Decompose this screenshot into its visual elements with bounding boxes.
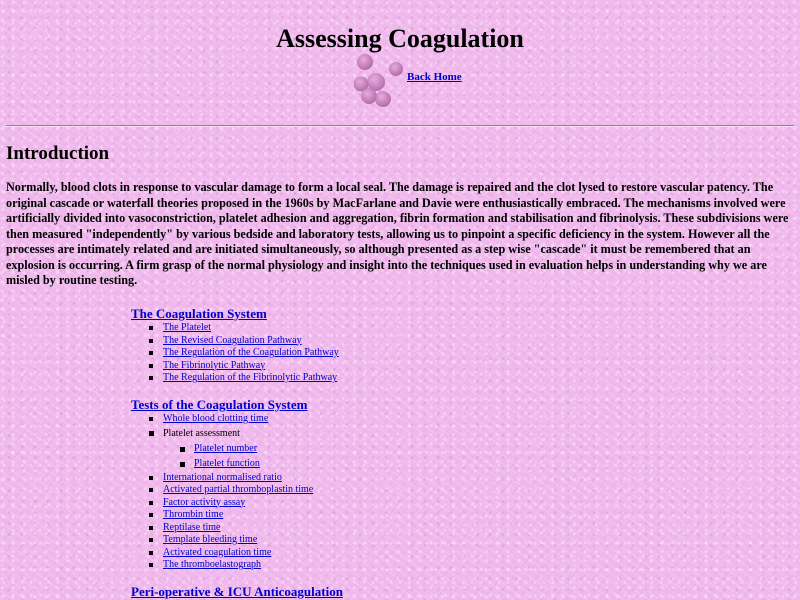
section-anticoagulation (131, 584, 343, 600)
list-item (131, 441, 313, 457)
coagulation-system-link[interactable]: The Coagulation System (131, 306, 267, 321)
page-title: Assessing Coagulation (276, 24, 524, 53)
bullet-icon (180, 462, 185, 467)
factor-activity-assay-link[interactable]: Factor activity assay (163, 496, 246, 508)
bullet-icon (149, 488, 153, 492)
bullet-icon (149, 563, 153, 567)
thromboelastograph-link[interactable]: The thromboelastograph (163, 559, 262, 570)
regulation-fibrinolytic-pathway-link[interactable]: The Regulation of the Fibrinolytic Pathway (163, 372, 338, 383)
bullet-icon (149, 501, 153, 505)
list-item (131, 497, 313, 510)
bullet-icon (180, 447, 185, 452)
list-item (131, 522, 313, 535)
anticoagulation-link[interactable]: Peri-operative & ICU Anticoagulation (131, 584, 343, 599)
list-item (131, 534, 313, 547)
list-item (131, 360, 339, 373)
list-item (131, 472, 313, 485)
fibrinolytic-pathway-link[interactable]: The Fibrinolytic Pathway (163, 359, 266, 371)
platelet-assessment-label: Platelet assessment (163, 427, 240, 439)
coagulation-system-list (131, 322, 339, 385)
tests-coagulation-system-link[interactable]: Tests of the Coagulation System (131, 397, 308, 412)
bullet-icon (149, 431, 154, 436)
introduction-heading: Introduction (6, 143, 110, 164)
list-item (131, 322, 339, 335)
bullet-icon (149, 417, 153, 421)
section-coagulation-system (131, 306, 339, 385)
bullet-icon (149, 513, 153, 517)
back-home-link[interactable]: Back Home (407, 71, 462, 83)
bullet-icon (149, 476, 153, 480)
list-item (131, 413, 313, 426)
thrombin-time-link[interactable]: Thrombin time (163, 509, 224, 520)
platelet-number-link[interactable]: Platelet number (194, 442, 258, 454)
platelet-link[interactable]: The Platelet (163, 322, 212, 333)
list-item (131, 456, 313, 472)
tests-list (131, 413, 313, 572)
activated-coagulation-time-link[interactable]: Activated coagulation time (163, 546, 272, 558)
regulation-coagulation-pathway-link[interactable]: The Regulation of the Coagulation Pathway (163, 347, 339, 358)
bullet-icon (149, 538, 153, 542)
bullet-icon (149, 339, 153, 343)
list-item (131, 509, 313, 522)
list-item (131, 559, 313, 572)
whole-blood-clotting-time-link[interactable]: Whole blood clotting time (163, 413, 269, 424)
aptt-link[interactable]: Activated partial thromboplastin time (163, 484, 314, 495)
bullet-icon (149, 376, 153, 380)
section-tests (131, 397, 313, 572)
horizontal-rule (6, 125, 794, 127)
platelet-function-link[interactable]: Platelet function (194, 458, 260, 469)
list-item (131, 372, 339, 385)
blood-cells-icon (352, 52, 406, 108)
revised-coagulation-pathway-link[interactable]: The Revised Coagulation Pathway (163, 334, 302, 346)
inr-link[interactable]: International normalised ratio (163, 471, 282, 483)
list-item (131, 484, 313, 497)
list-item (131, 426, 313, 441)
bullet-icon (149, 351, 153, 355)
list-item (131, 347, 339, 360)
reptilase-time-link[interactable]: Reptilase time (163, 521, 221, 533)
bullet-icon (149, 551, 153, 555)
bullet-icon (149, 326, 153, 330)
introduction-paragraph: Normally, blood clots in response to vascular damage to form a local seal. The damage is repaired and the clot lysed to restore vascular patency. The original cascade or waterfall theories proposed in the 1960s by MacFarlane and Davie were enthusiastically embraced. The mechanisms involved were artificially divided into vasoconstriction, platelet adhesion and aggregation, fibrin formation and stabilisation and fibrinolysis. These subdivisions were then measured "independently" by various bedside and laboratory tests, allowing us to pinpoint a specific deficiency in the system. However all the processes are intimately related and are initiated simultaneously, so although presented as a step wise "cascade" it must be remembered that an explosion is occurring. A firm grasp of the normal physiology and insight into the techniques used in evaluation helps in understanding why we are misled by routine testing. (6, 180, 789, 287)
template-bleeding-time-link[interactable]: Template bleeding time (163, 534, 258, 545)
list-item (131, 547, 313, 560)
list-item (131, 335, 339, 348)
bullet-icon (149, 364, 153, 368)
bullet-icon (149, 526, 153, 530)
